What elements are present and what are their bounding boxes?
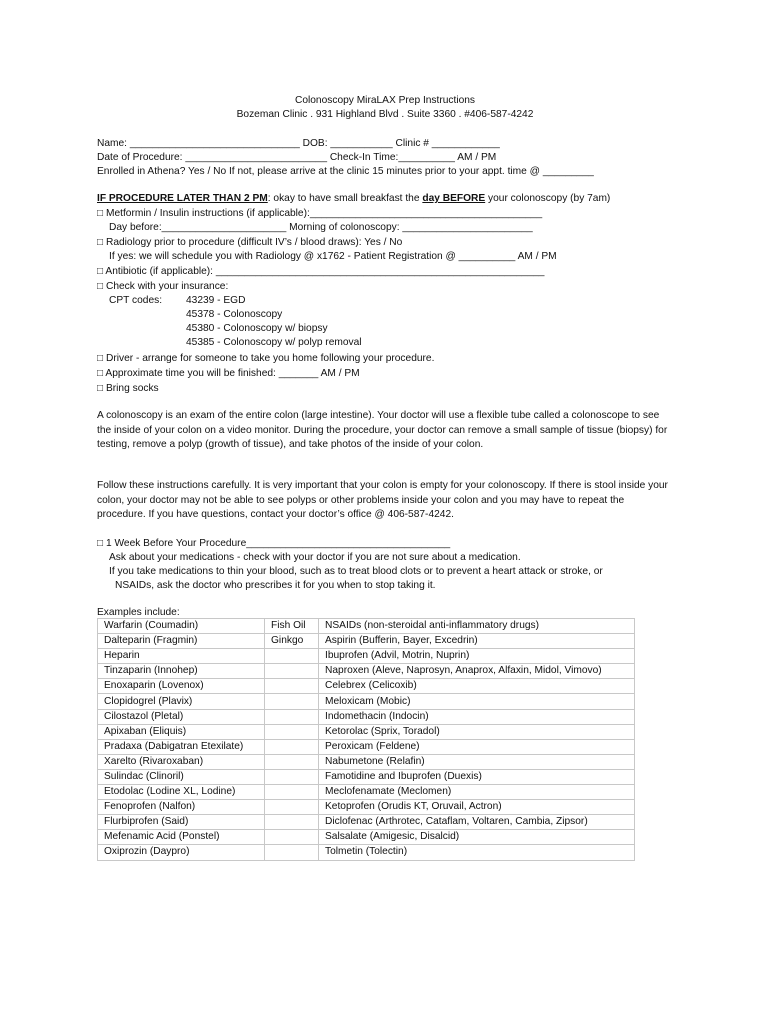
table-row [98,619,635,634]
nsaid-cell: Famotidine and Ibuprofen (Duexis) [319,769,635,784]
metformin-item: □ Metformin / Insulin instructions (if applicable):_________________________________________ [97,208,543,219]
document-title: Colonoscopy MiraLAX Prep Instructions [294,95,476,106]
blood-thinner-cell: Heparin [98,649,265,664]
table-row [98,830,635,845]
table-row [98,739,635,754]
blood-thinner-cell: Warfarin (Coumadin) [98,619,265,634]
table-row [98,754,635,769]
blood-thinner-cell: Etodolac (Lodine XL, Lodine) [98,785,265,800]
blood-thinner-cell: Apixaban (Eliquis) [98,724,265,739]
blood-thinner-cell: Mefenamic Acid (Ponstel) [98,830,265,845]
supplement-cell [265,800,319,815]
metformin-day-before: Day before:______________________ Morning of colonoscopy: _______________________ [109,222,533,233]
approx-time-item: □ Approximate time you will be finished: _______ AM / PM [97,368,360,379]
day-before-emphasis: day BEFORE [422,193,486,204]
nsaid-cell: Meloxicam (Mobic) [319,694,635,709]
cpt-code: 45380 - Colonoscopy w/ biopsy [186,323,328,334]
supplement-cell [265,679,319,694]
supplement-cell [265,830,319,845]
blood-thinner-line: If you take medications to thin your blood, such as to treat blood clots or to prevent a heart attack or stroke, or [109,566,603,577]
supplement-cell [265,815,319,830]
supplement-cell: Ginkgo [265,634,319,649]
nsaid-cell: NSAIDs (non-steroidal anti-inflammatory drugs) [319,619,635,634]
blood-thinner-cell: Pradaxa (Dabigatran Etexilate) [98,739,265,754]
ask-medications-line: Ask about your medications - check with your doctor if you are not sure about a medication. [109,552,521,563]
cpt-code: 45385 - Colonoscopy w/ polyp removal [186,337,362,348]
supplement-cell [265,739,319,754]
radiology-item: □ Radiology prior to procedure (difficult IV’s / blood draws): Yes / No [97,237,403,248]
later-than-2pm-heading: IF PROCEDURE LATER THAN 2 PM [97,193,268,204]
table-row [98,785,635,800]
blood-thinner-cell: Clopidogrel (Plavix) [98,694,265,709]
blood-thinner-cell: Fenoprofen (Nalfon) [98,800,265,815]
procedure-date-line: Date of Procedure: _________________________ Check-In Time:__________ AM / PM [97,152,497,163]
table-row [98,800,635,815]
blood-thinner-cell: Xarelto (Rivaroxaban) [98,754,265,769]
blood-thinner-cell: Tinzaparin (Innohep) [98,664,265,679]
antibiotic-item: □ Antibiotic (if applicable): __________________________________________________________ [97,266,545,277]
table-row [98,815,635,830]
later-mid-text: : okay to have small breakfast the [267,193,423,204]
week-before-heading: □ 1 Week Before Your Procedure____________________________________ [97,538,451,549]
cpt-code: 45378 - Colonoscopy [186,309,283,320]
supplement-cell: Fish Oil [265,619,319,634]
nsaid-cell: Diclofenac (Arthrotec, Cataflam, Voltaren, Cambia, Zipsor) [319,815,635,830]
table-row [98,679,635,694]
supplement-cell [265,785,319,800]
table-row [98,709,635,724]
driver-item: □ Driver - arrange for someone to take you home following your procedure. [97,353,435,364]
examples-label: Examples include: [97,607,180,618]
clinic-address: Bozeman Clinic . 931 Highland Blvd . Suite 3360 . #406-587-4242 [236,109,534,120]
follow-instructions-paragraph: Follow these instructions carefully. It is very important that your colon is empty for your colonoscopy. If there is stool inside your colon, your doctor may not be able to see polyps or other problems inside your colon and you may have to repeat the procedure. If you have questions, contact your doctor’s office @ 406-587-4242. [97,480,668,521]
table-row [98,724,635,739]
table-row [98,649,635,664]
table-row [98,845,635,860]
supplement-cell [265,709,319,724]
patient-name-line: Name: ______________________________ DOB: ___________ Clinic # ____________ [97,138,500,149]
supplement-cell [265,769,319,784]
cpt-label: CPT codes: [109,295,163,306]
socks-item: □ Bring socks [97,383,159,394]
nsaid-cell: Naproxen (Aleve, Naprosyn, Anaprox, Alfaxin, Midol, Vimovo) [319,664,635,679]
supplement-cell [265,724,319,739]
blood-thinner-cell: Flurbiprofen (Said) [98,815,265,830]
nsaid-cell: Nabumetone (Relafin) [319,754,635,769]
blood-thinner-cell: Sulindac (Clinoril) [98,769,265,784]
radiology-yes-line: If yes: we will schedule you with Radiology @ x1762 - Patient Registration @ __________ AM / PM [109,251,557,262]
nsaid-cell: Salsalate (Amigesic, Disalcid) [319,830,635,845]
nsaid-cell: Aspirin (Bufferin, Bayer, Excedrin) [319,634,635,649]
blood-thinner-cell: Dalteparin (Fragmin) [98,634,265,649]
table-row [98,634,635,649]
blood-thinner-cell: Cilostazol (Pletal) [98,709,265,724]
later-end-text: your colonoscopy (by 7am) [485,193,611,204]
cpt-code: 43239 - EGD [186,295,246,306]
nsaid-line: NSAIDs, ask the doctor who prescribes it for you when to stop taking it. [115,580,436,591]
nsaid-cell: Ketorolac (Sprix, Toradol) [319,724,635,739]
athena-line: Enrolled in Athena? Yes / No If not, please arrive at the clinic 15 minutes prior to your appt. time @ _________ [97,166,594,177]
table-row [98,664,635,679]
table-row [98,769,635,784]
supplement-cell [265,845,319,860]
supplement-cell [265,649,319,664]
nsaid-cell: Meclofenamate (Meclomen) [319,785,635,800]
colonoscopy-description: A colonoscopy is an exam of the entire colon (large intestine). Your doctor will use a flexible tube called a colonoscope to see the inside of your colon on a video monitor. During the procedure, your doctor can remove a small sample of tissue (biopsy) for testing, remove a polyp (growth of tissue), and take photos of the inside of your colon. [97,410,668,451]
supplement-cell [265,754,319,769]
later-than-2pm-line [97,192,610,205]
blood-thinner-cell: Enoxaparin (Lovenox) [98,679,265,694]
nsaid-cell: Celebrex (Celicoxib) [319,679,635,694]
nsaid-cell: Indomethacin (Indocin) [319,709,635,724]
table-row [98,694,635,709]
insurance-item: □ Check with your insurance: [97,281,229,292]
blood-thinner-cell: Oxiprozin (Daypro) [98,845,265,860]
nsaid-cell: Ibuprofen (Advil, Motrin, Nuprin) [319,649,635,664]
supplement-cell [265,664,319,679]
nsaid-cell: Tolmetin (Tolectin) [319,845,635,860]
nsaid-cell: Ketoprofen (Orudis KT, Oruvail, Actron) [319,800,635,815]
medications-table [97,618,635,861]
supplement-cell [265,694,319,709]
nsaid-cell: Peroxicam (Feldene) [319,739,635,754]
